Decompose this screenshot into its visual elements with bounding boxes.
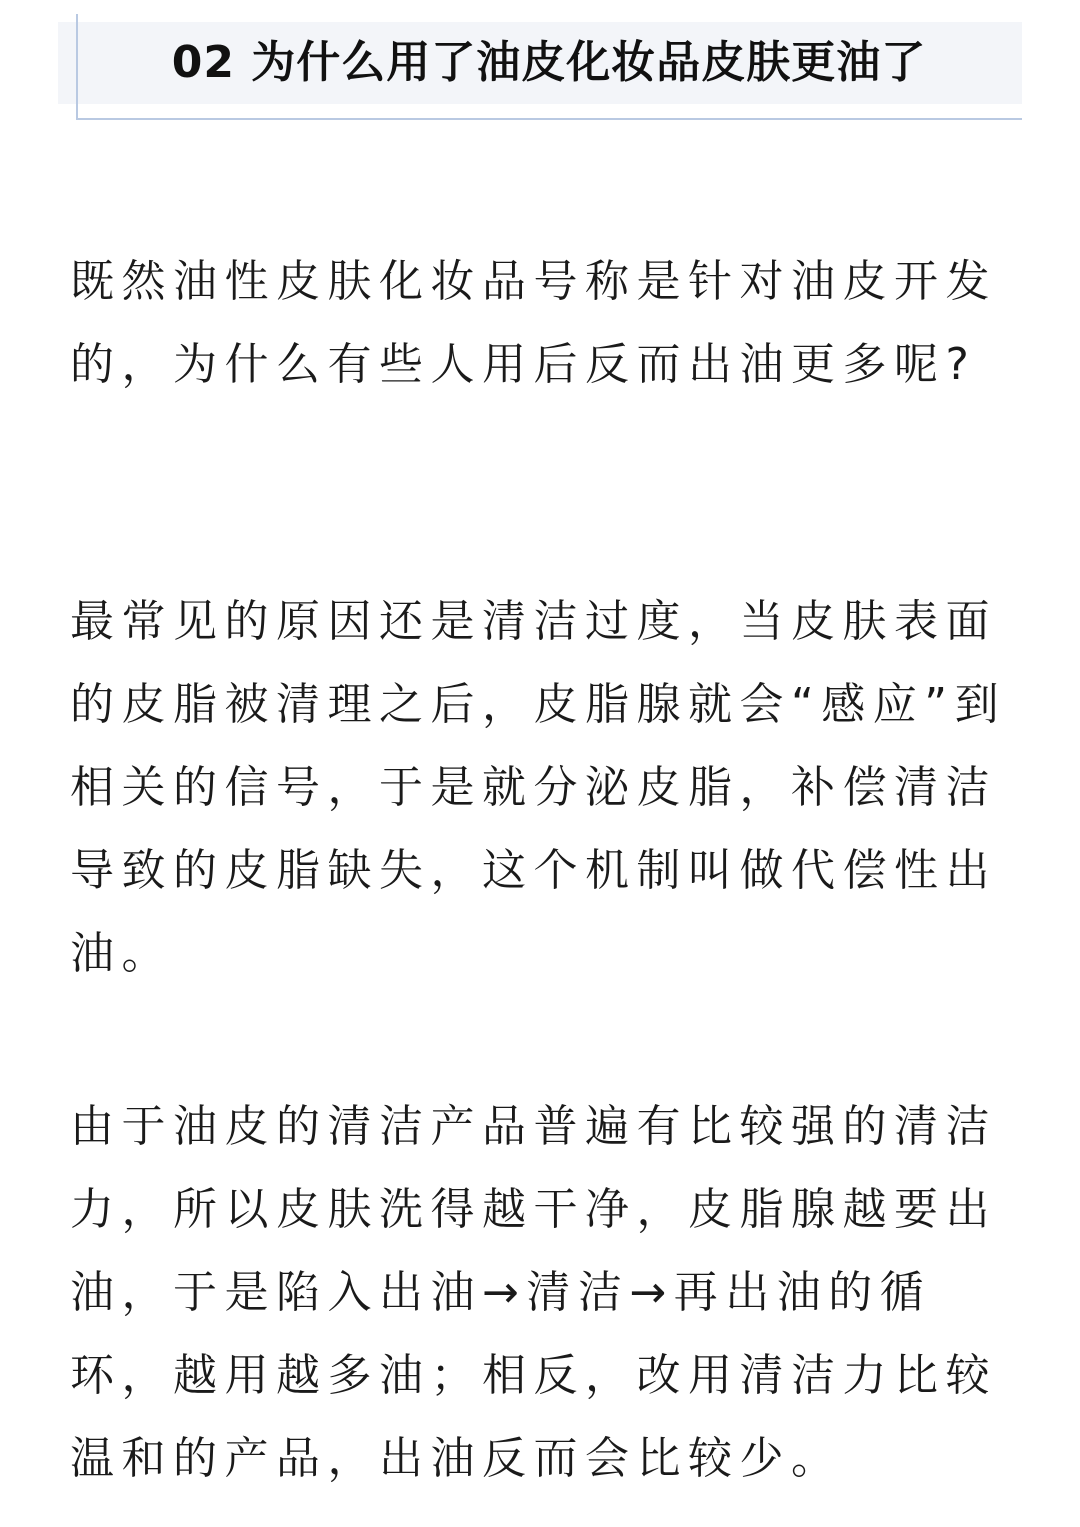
paragraph-over-cleansing: 最常见的原因还是清洁过度，当皮肤表面的皮脂被清理之后，皮脂腺就会“感应”到相关的信号，于是就分泌皮脂，补偿清洁导致的皮脂缺失，这个机制叫做代偿性出油。 <box>70 596 1007 979</box>
paragraph-cleansing-cycle: 由于油皮的清洁产品普遍有比较强的清洁力，所以皮肤洗得越干净，皮脂腺越要出油，于是陷入出油→清洁→再出油的循环，越用越多油；相反，改用清洁力比较温和的产品，出油反而会比较少。 <box>70 1101 997 1484</box>
paragraph-intro-question: 既然油性皮肤化妆品号称是针对油皮开发的，为什么有些人用后反而出油更多呢? <box>70 256 997 390</box>
section-heading: 02 为什么用了油皮化妆品皮肤更油了 <box>171 37 927 88</box>
heading-bottom-border <box>76 118 1022 120</box>
